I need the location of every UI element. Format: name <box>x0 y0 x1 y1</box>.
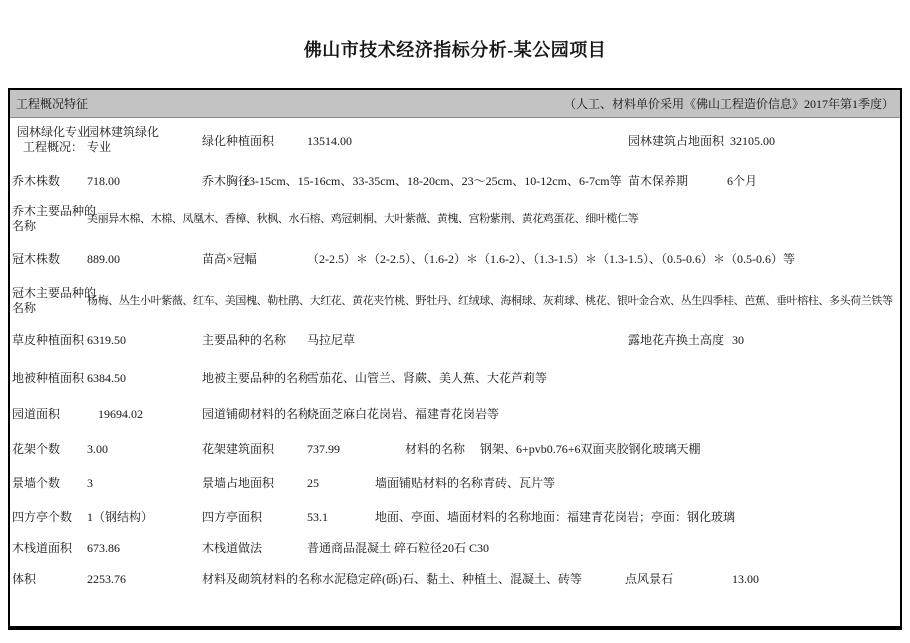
r11-label-c: 四方亭面积 <box>202 510 263 524</box>
r11-value-d: 53.1 <box>307 510 328 524</box>
r7-label-c: 地被主要品种的名称 <box>202 371 311 385</box>
r12-value-d: 普通商品混凝土 碎石粒径20石 C30 <box>307 541 490 555</box>
r2-value-f: 6个月 <box>727 174 758 188</box>
r13-value-b: 2253.76 <box>87 572 126 586</box>
r9-value-b: 3.00 <box>87 442 108 456</box>
r11-value-b: 1（钢结构） <box>87 510 154 524</box>
table-row <box>10 572 900 588</box>
table-row <box>10 476 900 492</box>
r11-label-a: 四方亭个数 <box>12 510 73 524</box>
r2-label-a: 乔木株数 <box>12 174 61 188</box>
r4-label-a: 冠木株数 <box>12 252 61 266</box>
sheet-header-bar <box>10 90 900 118</box>
r1-value-d: 13514.00 <box>307 134 352 148</box>
r11-material-group <box>375 510 735 525</box>
r6-label-a: 草皮种植面积 <box>12 333 85 347</box>
r6-value-f: 30 <box>732 333 744 347</box>
r13-value-d: 水泥稳定碎(砾)石、黏土、种植土、混凝土、砖等 <box>322 572 583 586</box>
sheet-header-right: （人工、材料单价采用《佛山工程造价信息》2017年第1季度） <box>563 97 894 111</box>
page-title: 佛山市技术经济指标分析-某公园项目 <box>303 40 607 60</box>
r6-label-c: 主要品种的名称 <box>202 333 287 347</box>
r1-value-b: 园林建筑绿化专业 <box>87 125 160 154</box>
r1-label-c: 绿化种植面积 <box>202 134 275 148</box>
sheet-header-left: 工程概况特征 <box>16 97 89 111</box>
table-row <box>10 333 900 349</box>
r2-label-c: 乔木胸径 <box>202 174 251 188</box>
r12-label-a: 木栈道面积 <box>12 541 73 555</box>
r9-value-f: 钢架、6+pvb0.76+6双面夹胶钢化玻璃天棚 <box>480 442 701 456</box>
r11-value-f: 地面：福建青花岗岩；亭面：钢化玻璃 <box>531 510 736 524</box>
indicator-sheet <box>8 88 902 630</box>
r10-material-group <box>375 476 555 491</box>
r10-value-d: 25 <box>307 476 319 490</box>
r9-label-e: 材料的名称 <box>405 442 466 456</box>
r12-value-b: 673.86 <box>87 541 120 555</box>
r4-value-b: 889.00 <box>87 252 120 266</box>
r7-label-a: 地被种植面积 <box>12 371 85 385</box>
r2-label-e: 苗木保养期 <box>628 174 689 188</box>
table-row <box>10 442 900 458</box>
r8-value-b: 19694.02 <box>98 407 143 421</box>
table-row <box>10 174 900 190</box>
table-row <box>10 371 900 387</box>
r1-value-f: 32105.00 <box>730 134 775 148</box>
table-row <box>10 252 900 268</box>
r2-value-d: 13-15cm、15-16cm、33-35cm、18-20cm、23～25cm、10-12cm、6-7cm等 <box>243 174 622 188</box>
table-row <box>10 204 900 233</box>
r8-label-a: 园道面积 <box>12 407 61 421</box>
r8-label-c: 园道铺砌材料的名称 <box>202 407 311 421</box>
r13-label-a: 体积 <box>12 572 37 586</box>
r3-label-a: 乔木主要品种的名称 <box>12 204 97 233</box>
r6-value-d: 马拉尼草 <box>307 333 356 347</box>
r5-label-a: 冠木主要品种的名称 <box>12 286 97 315</box>
r6-label-e: 露地花卉换土高度 <box>628 333 725 347</box>
r1-label-a: 园林绿化专业工程概况： <box>16 125 89 154</box>
r13-material-group <box>202 572 582 587</box>
r13-value-f: 13.00 <box>732 572 759 586</box>
r9-label-c: 花架建筑面积 <box>202 442 275 456</box>
table-row <box>10 541 900 557</box>
r9-value-d: 737.99 <box>307 442 340 456</box>
r10-label-e: 墙面铺贴材料的名称 <box>375 476 484 490</box>
r10-value-b: 3 <box>87 476 93 490</box>
r12-label-c: 木栈道做法 <box>202 541 263 555</box>
r10-label-a: 景墙个数 <box>12 476 61 490</box>
r8-value-d: 烧面芝麻白花岗岩、福建青花岗岩等 <box>307 407 500 421</box>
r7-value-b: 6384.50 <box>87 371 126 385</box>
r10-value-f: 青砖、瓦片等 <box>483 476 556 490</box>
r1-label-e: 园林建筑占地面积 <box>628 134 725 148</box>
r10-label-c: 景墙占地面积 <box>202 476 275 490</box>
r7-value-d: 雪茄花、山管兰、肾蕨、美人蕉、大花芦莉等 <box>307 371 548 385</box>
table-row <box>10 510 900 526</box>
r3-value-b: 美丽异木棉、木棉、凤凰木、香樟、秋枫、水石榕、鸡冠刺桐、大叶紫薇、黄槐、宫粉紫荆、黄花鸡蛋花、细叶榄仁等 <box>87 213 639 225</box>
r9-label-a: 花架个数 <box>12 442 61 456</box>
table-row <box>10 286 900 315</box>
r13-label-e: 点风景石 <box>625 572 674 586</box>
r2-value-b: 718.00 <box>87 174 120 188</box>
table-row <box>10 125 900 154</box>
r11-label-e: 地面、亭面、墙面材料的名称 <box>375 510 532 524</box>
r4-value-d: （2-2.5）＊（2-2.5）、（1.6-2）＊（1.6-2）、（1.3-1.5）＊（1.3-1.5）、（0.5-0.6）＊（0.5-0.6）等 <box>307 252 795 266</box>
r13-label-c: 材料及砌筑材料的名称 <box>202 572 323 586</box>
r6-value-b: 6319.50 <box>87 333 126 347</box>
r5-value-b: 杨梅、丛生小叶紫薇、红车、美国槐、勒杜鹃、大红花、黄花夹竹桃、野牡丹、红绒球、海桐球、灰莉球、桃花、银叶金合欢、丛生四季桂、芭蕉、垂叶榕柱、多头荷兰铁等 <box>87 295 893 307</box>
table-row <box>10 407 900 423</box>
r4-label-c: 苗高×冠幅 <box>202 252 257 266</box>
